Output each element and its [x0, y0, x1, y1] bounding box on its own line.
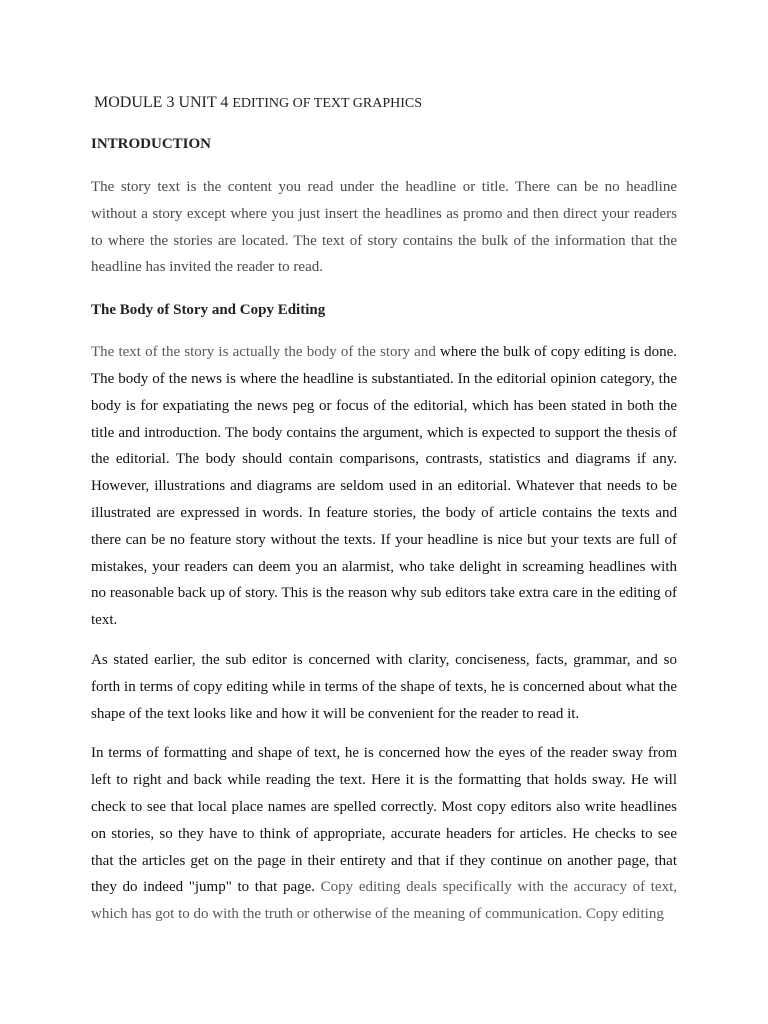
body-paragraph-1-lead: The text of the story is actually the body of the story and — [91, 344, 440, 361]
body-paragraph-3 — [91, 740, 677, 928]
page-title — [94, 93, 677, 114]
body-paragraph-1-rest: where the bulk of copy editing is done. The body of the news is where the headline is substantiated. In the editorial opinion category, the body is for expatiating the news peg or focus of the editorial, which has been stated in both the title and introduction. The body contains the argument, which is expected to support the thesis of the editorial. The body should contain comparisons, contrasts, statistics and diagrams if any. However, illustrations and diagrams are seldom used in an editorial. Whatever that needs to be illustrated are expressed in words. In feature stories, the body of article contains the texts and there can be no feature story without the texts. If your headline is nice but your texts are full of mistakes, your readers can deem you an alarmist, who take delight in screaming headlines with no reasonable back up of story. This is the reason why sub editors take extra care in the editing of text. — [91, 344, 677, 629]
body-paragraph-3-tail: Copy editing deals specifically with the accuracy of text, which has got to do with the truth or otherwise of the meaning of communication. Copy editing — [91, 879, 677, 923]
title-prefix: MODULE 3 UNIT 4 — [94, 94, 233, 111]
body-paragraph-3-main: In terms of formatting and shape of text, he is concerned how the eyes of the reader sway from left to right and back while reading the text. Here it is the formatting that holds sway. He will check to see that local place names are spelled correctly. Most copy editors also write headlines on stories, so they have to think of appropriate, accurate headers for articles. He checks to see that the articles get on the page in their entirety and that if they continue on another page, that they do indeed "jump" to that page. — [91, 745, 677, 896]
body-paragraph-1 — [91, 339, 677, 634]
title-rest: EDITING OF TEXT GRAPHICS — [232, 96, 423, 111]
introduction-paragraph: The story text is the content you read under the headline or title. There can be no headline without a story except where you just insert the headlines as promo and then direct your readers to where the stories are located. The text of story contains the bulk of the information that the headline has invited the reader to read. — [91, 179, 677, 276]
body-section-heading: The Body of Story and Copy Editing — [91, 302, 326, 319]
introduction-heading: INTRODUCTION — [91, 136, 212, 152]
body-paragraph-2: As stated earlier, the sub editor is concerned with clarity, conciseness, facts, grammar, and so forth in terms of copy editing while in terms of the shape of texts, he is concerned about what the shape of the text looks like and how it will be convenient for the reader to read it. — [91, 651, 677, 722]
document-page — [91, 93, 677, 928]
